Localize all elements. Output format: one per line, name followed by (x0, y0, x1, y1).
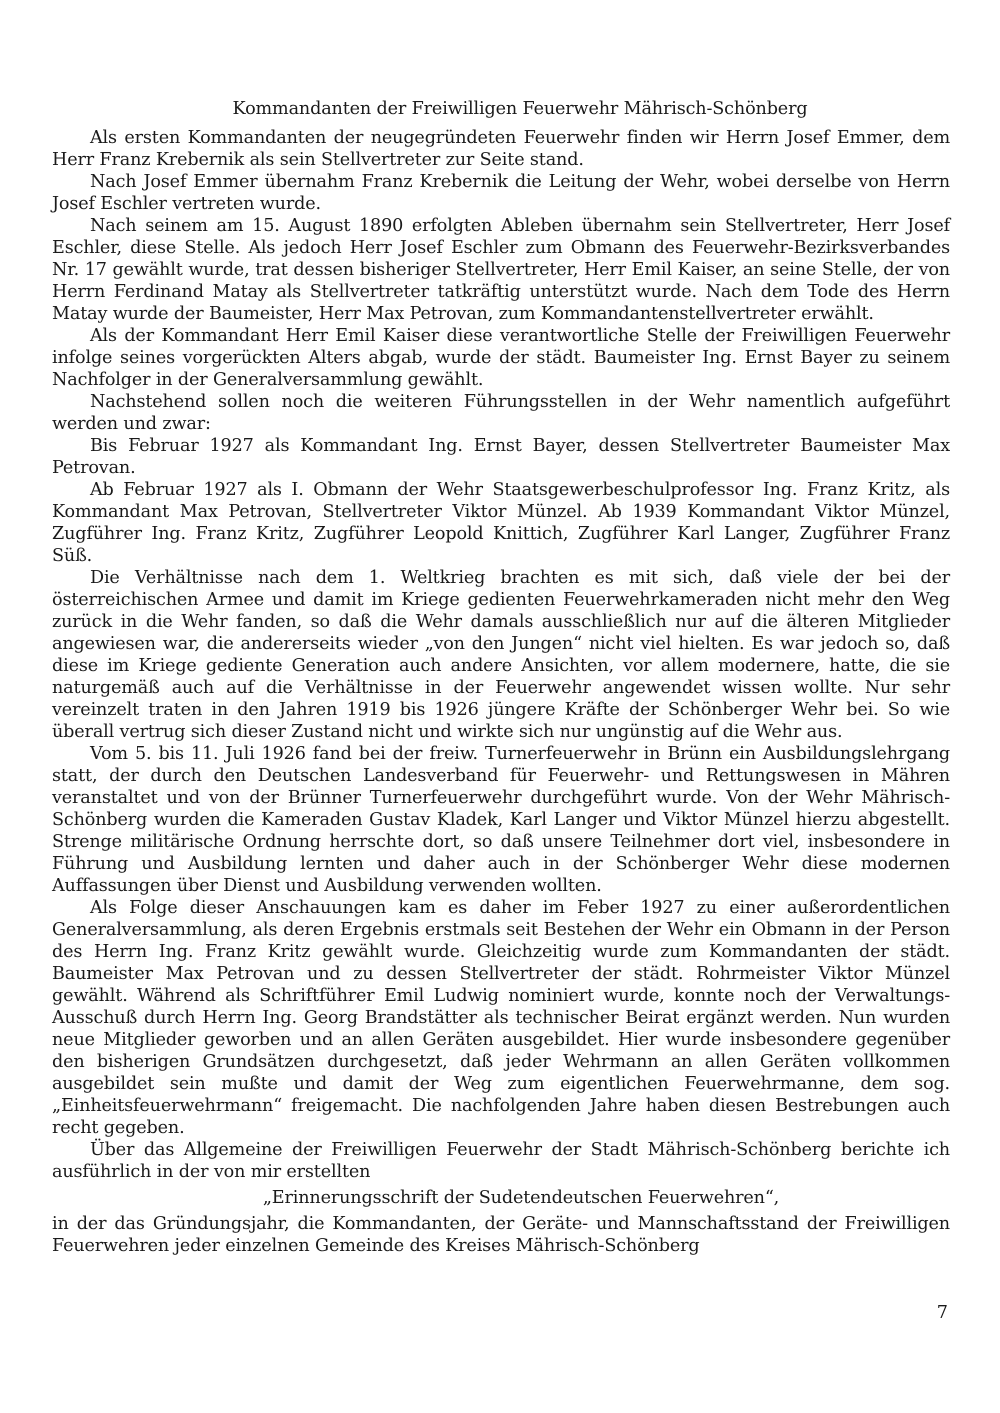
paragraph-5: Nachstehend sollen noch die weiteren Führungsstellen in der Wehr namentlich aufgeführt werden und zwar: (52, 392, 950, 434)
page-number: 7 (936, 1303, 948, 1323)
paragraph-2: Nach Josef Emmer übernahm Franz Krebernik die Leitung der Wehr, wobei derselbe von Herrn Josef Eschler vertreten wurde. (52, 172, 950, 214)
paragraph-1: Als ersten Kommandanten der neugegründeten Feuerwehr finden wir Herrn Josef Emmer, dem Herr Franz Krebernik als sein Stellvertreter zur Seite stand. (52, 128, 950, 170)
paragraph-11: Über das Allgemeine der Freiwilligen Feuerwehr der Stadt Mährisch-Schönberg berichte ich ausführlich in der von mir erstellten (52, 1140, 950, 1182)
paragraph-3: Nach seinem am 15. August 1890 erfolgten Ableben übernahm sein Stellvertreter, Herr Josef Eschler, diese Stelle. Als jedoch Herr Josef Eschler zum Obmann des Feuerwehr-Bezirksverbandes Nr. 17 gewählt wurde, trat dessen bisheriger Stellvertreter, Herr Emil Kaiser, an seine Stelle, der von Herrn Ferdinand Matay als Stellvertreter tatkräftig unterstützt wurde. Nach dem Tode des Herrn Matay wurde der Baumeister, Herr Max Petrovan, zum Kommandantenstellvertreter erwählt. (52, 216, 950, 324)
body-text (52, 98, 950, 1257)
paragraph-10: Als Folge dieser Anschauungen kam es daher im Feber 1927 zu einer außerordentlichen Generalversammlung, als deren Ergebnis erstmals seit Bestehen der Wehr ein Obmann in der Person des Herrn Ing. Franz Kritz gewählt wurde. Gleichzeitig wurde zum Kommandanten der städt. Baumeister Max Petrovan und zu dessen Stellvertreter der städt. Rohrmeister Viktor Münzel gewählt. Während als Schriftführer Emil Ludwig nominiert wurde, konnte noch der Verwaltungs-Ausschuß durch Herrn Ing. Georg Brandstätter als technischer Beirat ergänzt werden. Nun wurden neue Mitglieder geworben und an allen Geräten ausgebildet. Hier wurde insbesondere gegenüber den bisherigen Grundsätzen durchgesetzt, daß jeder Wehrmann an allen Geräten vollkommen ausgebildet sein mußte und damit der Weg zum eigentlichen Feuerwehrmanne, dem sog. „Einheitsfeuerwehrmann“ freigemacht. Die nachfolgenden Jahre haben diesen Bestrebungen auch recht gegeben. (52, 898, 950, 1138)
paragraph-9: Vom 5. bis 11. Juli 1926 fand bei der freiw. Turnerfeuerwehr in Brünn ein Ausbildungslehrgang statt, der durch den Deutschen Landesverband für Feuerwehr- und Rettungswesen in Mähren veranstaltet und von der Brünner Turnerfeuerwehr durchgeführt wurde. Von der Wehr Mährisch-Schönberg wurden die Kameraden Gustav Kladek, Karl Langer und Viktor Münzel hierzu abgestellt. Strenge militärische Ordnung herrschte dort, so daß unsere Teilnehmer dort viel, insbesondere in Führung und Ausbildung lernten und daher auch in der Schönberger Wehr diese modernen Auffassungen über Dienst und Ausbildung verwenden wollten. (52, 744, 950, 896)
paragraph-8: Die Verhältnisse nach dem 1. Weltkrieg brachten es mit sich, daß viele der bei der österreichischen Armee und damit im Kriege gedienten Feuerwehrkameraden nicht mehr den Weg zurück in die Wehr fanden, so daß die Wehr damals ausschließlich nur auf die älteren Mitglieder angewiesen war, die andererseits wieder „von den Jungen“ nicht viel hielten. Es war jedoch so, daß diese im Kriege gediente Generation auch andere Ansichten, vor allem modernere, hatte, die sie naturgemäß auch auf die Verhältnisse in der Feuerwehr angewendet wissen wollte. Nur sehr vereinzelt traten in den Jahren 1919 bis 1926 jüngere Kräfte der Schönberger Wehr bei. So wie überall vertrug sich dieser Zustand nicht und wirkte sich nur ungünstig auf die Wehr aus. (52, 568, 950, 742)
paragraph-4: Als der Kommandant Herr Emil Kaiser diese verantwortliche Stelle der Freiwilligen Feuerwehr infolge seines vorgerückten Alters abgab, wurde der städt. Baumeister Ing. Ernst Bayer zu seinem Nachfolger in der Generalversammlung gewählt. (52, 326, 950, 390)
closing-paragraph: in der das Gründungsjahr, die Kommandanten, der Geräte- und Mannschaftsstand der Freiwilligen Feuerwehren jeder einzelnen Gemeinde des Kreises Mährisch-Schönberg (52, 1214, 950, 1256)
section-heading: Kommandanten der Freiwilligen Feuerwehr Mährisch-Schönberg (232, 99, 808, 119)
paragraph-7: Ab Februar 1927 als I. Obmann der Wehr Staatsgewerbeschulprofessor Ing. Franz Kritz, als Kommandant Max Petrovan, Stellvertreter Viktor Münzel. Ab 1939 Kommandant Viktor Münzel, Zugführer Ing. Franz Kritz, Zugführer Leopold Knittich, Zugführer Karl Langer, Zugführer Franz Süß. (52, 480, 950, 566)
quoted-publication-title: „Erinnerungsschrift der Sudetendeutschen Feuerwehren“, (262, 1188, 780, 1208)
paragraph-6: Bis Februar 1927 als Kommandant Ing. Ernst Bayer, dessen Stellvertreter Baumeister Max Petrovan. (52, 436, 950, 478)
